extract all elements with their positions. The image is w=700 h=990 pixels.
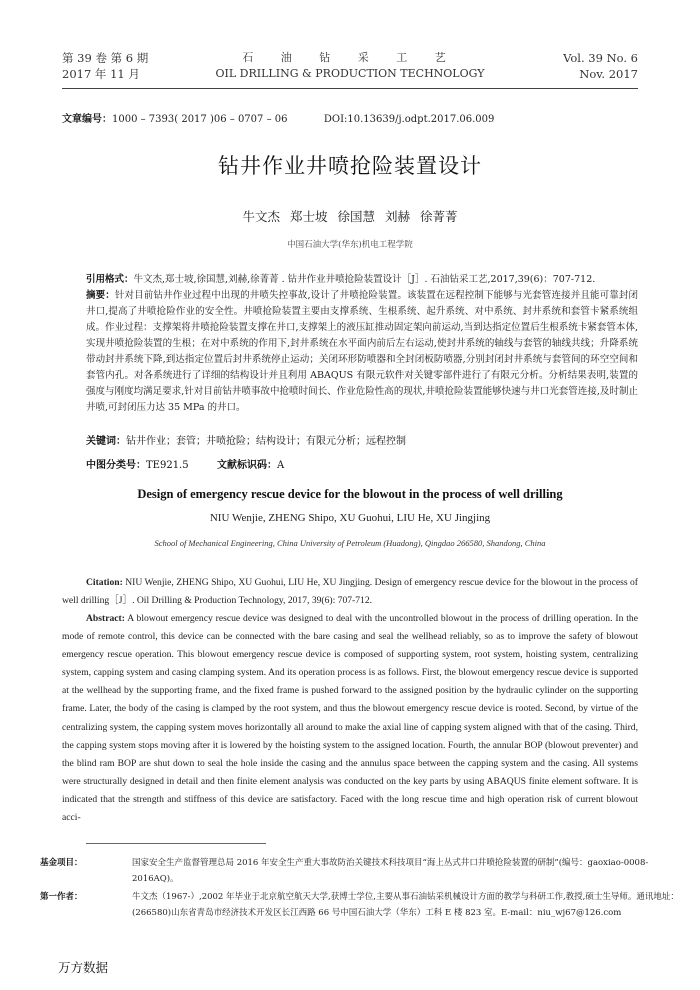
citation-en-text: NIU Wenjie, ZHENG Shipo, XU Guohui, LIU He, XU Jingjing. Design of emergency rescue device for the blowout in the process of well drilling［J］. Oil Drilling & Production Technology, 2017, 39(6): 707-712. — [62, 577, 638, 607]
citation-zh — [86, 272, 638, 288]
abstract-zh — [86, 288, 638, 416]
abstract-en — [62, 610, 638, 827]
citation-en — [62, 574, 638, 610]
volume-en: Vol. 39 No. 6 — [563, 51, 638, 65]
citation-zh-text: 牛文杰,郑士坡,徐国慧,刘赫,徐菁菁 . 钻井作业井喷抢险装置设计［J］. 石油钻采工艺,2017,39(6)：707-712. — [133, 274, 596, 285]
affiliation-zh: 中国石油大学(华东)机电工程学院 — [287, 240, 413, 250]
date-zh: 2017 年 11 月 — [62, 67, 140, 81]
header-right — [563, 50, 638, 82]
clc-value: TE921.5 — [146, 460, 189, 471]
authors-en: NIU Wenjie, ZHENG Shipo, XU Guohui, LIU He, XU Jingjing — [209, 512, 491, 524]
clc-label: 中图分类号： — [86, 460, 146, 471]
doi: DOI:10.13639/j.odpt.2017.06.009 — [323, 114, 495, 125]
paper-title-zh: 钻井作业井喷抢险装置设计 — [218, 154, 482, 178]
fund-footnote — [40, 855, 684, 887]
first-author-label: 第一作者： — [40, 892, 83, 902]
abstract-zh-label: 摘要： — [86, 290, 115, 301]
article-number-label: 文章编号： — [62, 114, 112, 125]
date-en: Nov. 2017 — [579, 67, 638, 81]
classification-zh — [86, 456, 284, 471]
keywords-zh-text: 钻井作业；套管；井喷抢险；结构设计；有限元分析；远程控制 — [126, 436, 406, 447]
header-rule — [62, 88, 638, 89]
citation-zh-label: 引用格式： — [86, 274, 134, 285]
affiliation-en: School of Mechanical Engineering, China University of Petroleum (Huadong), Qingdao 266580, Shandong, China — [154, 538, 546, 548]
journal-title-zh: 石 油 钻 采 工 艺 — [242, 51, 458, 64]
keywords-zh — [86, 432, 406, 447]
volume-zh: 第 39 卷 第 6 期 — [62, 51, 149, 65]
doc-code-value: A — [276, 460, 285, 471]
paper-title-en: Design of emergency rescue device for the blowout in the process of well drilling — [137, 487, 563, 501]
abstract-en-text: A blowout emergency rescue device was designed to deal with the uncontrolled blowout in the process of drilling operation. In the mode of remote control, this device can be connected with the bare casing and seal the wellhead reliably, so as to improve the safety of blowout emergency rescue operation. This blowout emergency rescue device is composed of supporting system, root system, hoisting system, centralizing system, capping system and casing clamping system. And its operation process is as follows. First, the blowout emergency rescue device is supported at the wellhead by the supporting frame, and the fixed frame is pushed forward to the assigned position by the hydraulic cylinder on the supporting frame. Later, the body of the casing is clamped by the root system, and thus the blowout emergency rescue device is rooted. Second, by virtue of the centralizing system, the capping system moves horizontally all around to make the axial line of capping system aligned with that of the casing. Third, the capping system stops moving after it is lowered by the hoisting system to the assigned location. Fourth, the annular BOP (blowout preventer) and the blind ram BOP are shut down to seal the hole inside the casing and the annulus space between the capping system and the casing. All systems were structurally designed in detail and then finite element analysis was conducted on the key parts by using ABAQUS finite element software. It is indicated that the strength and stiffness of this device are satisfactory. Faced with the long rescue time and high operation risk of current blowout acci- — [62, 613, 638, 824]
doc-code-label: 文献标识码： — [216, 460, 277, 471]
first-author-footnote — [40, 889, 684, 921]
abstract-zh-text: 针对目前钻井作业过程中出现的井喷失控事故,设计了井喷抢险装置。该装置在远程控制下能够与光套管连接并且能可靠封闭井口,提高了井喷抢险作业的安全性。井喷抢险装置主要由支撑系统、生根系统、起升系统、对中系统、封井系统和套管卡紧系统组成。作业过程：支撑架将井喷抢险装置支撑在井口,支撑架上的液压缸推动固定架向前运动,当到达指定位置后生根系统卡紧套管本体,实现井喷抢险装置的生根；在对中系统的作用下,封井系统在水平面内前后左右运动,使封井系统的轴线与套管的轴线共线；升降系统带动封井系统下降,到达指定位置后封井系统停止运动；关闭环形防喷器和全封闭板防喷器,分别封闭封井系统与套管间的环空空间和套管内孔。对各系统进行了详细的结构设计并且利用 ABAQUS 有限元软件对关键零部件进行了有限元分析。分析结果表明,装置的强度与刚度均满足要求,针对目前钻井喷事故中抢喷时间长、作业危险性高的现状,井喷抢险装置能够快速与井口光套管连接,及时制止井喷,可封闭压力达 35 MPa 的井口。 — [86, 290, 638, 413]
fund-text: 国家安全生产监督管理总局 2016 年安全生产重大事故防治关键技术科技项目“海上丛式井口井喷抢险装置的研制”(编号：gaoxiao-0008-2016AQ)。 — [132, 858, 649, 884]
footnote-rule — [86, 843, 266, 844]
header-center — [200, 50, 500, 82]
citation-en-label: Citation: — [86, 577, 123, 588]
keywords-zh-label: 关键词： — [86, 436, 126, 447]
authors-zh: 牛文杰 郑士坡 徐国慧 刘赫 徐菁菁 — [242, 209, 458, 224]
header-left — [62, 50, 148, 82]
journal-title-en: OIL DRILLING & PRODUCTION TECHNOLOGY — [215, 67, 485, 80]
article-number: 1000 – 7393( 2017 )06 – 0707 – 06 — [112, 114, 288, 125]
wanfang-watermark: 万方数据 — [58, 960, 109, 975]
fund-label: 基金项目： — [40, 858, 83, 868]
first-author-text: 牛文杰（1967-）,2002 年毕业于北京航空航天大学,获博士学位,主要从事石油钻采机械设计方面的教学与科研工作,教授,硕士生导师。通讯地址：(266580)山东省青岛市经济技术开发区长江西路 66 号中国石油大学（华东）工科 E 楼 823 室。E-mail：niu_wj67@126.com — [132, 892, 679, 918]
abstract-en-label: Abstract: — [86, 613, 125, 624]
article-info — [62, 110, 494, 125]
